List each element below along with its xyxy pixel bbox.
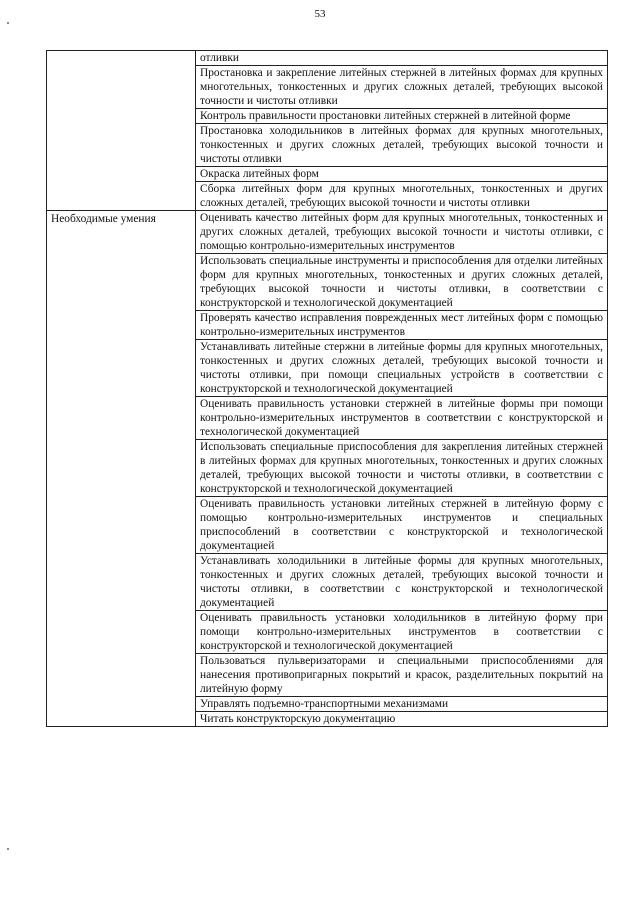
requirement-item: Контроль правильности простановки литейных стержней в литейной форме — [196, 109, 608, 124]
requirement-item: Использовать специальные инструменты и приспособления для отделки литейных форм для крупных многотельных, тонкостенных и других сложных деталей, требующих высокой точности и чистоты отливки, в соответствии с конструкторской и технологической документацией — [196, 254, 608, 311]
requirement-item: Использовать специальные приспособления для закрепления литейных стержней в литейных формах для крупных многотельных, тонкостенных и других сложных деталей, требующих высокой точности и чистоты отливки, в соответствии с конструкторской и технологической документацией — [196, 440, 608, 497]
section-label — [47, 51, 196, 211]
requirement-item: Проверять качество исправления поврежденных мест литейных форм с помощью контрольно-измерительных инструментов — [196, 311, 608, 340]
requirement-item: Устанавливать литейные стержни в литейные формы для крупных многотельных, тонкостенных и других сложных деталей, требующих высокой точности и чистоты отливки, при помощи специальных устройств в соответствии с конструкторской и технологической документацией — [196, 340, 608, 397]
table-body — [47, 51, 608, 727]
requirement-item: Оценивать правильность установки литейных стержней в литейную форму с помощью контрольно-измерительных инструментов и специальных приспособлений в соответствии с конструкторской и технологической документацией — [196, 497, 608, 554]
requirement-item: Управлять подъемно-транспортными механизмами — [196, 697, 608, 712]
page-number: 53 — [314, 8, 326, 20]
requirement-item: Простановка холодильников в литейных формах для крупных многотельных, тонкостенных и других сложных деталей, требующих высокой точности и чистоты отливки — [196, 124, 608, 167]
scan-mark — [7, 848, 9, 850]
requirement-item: отливки — [196, 51, 608, 66]
requirement-item: Устанавливать холодильники в литейные формы для крупных многотельных, тонкостенных и других сложных деталей, требующих высокой точности и чистоты отливки, в соответствии с конструкторской и технологической документацией — [196, 554, 608, 611]
scan-mark — [7, 22, 9, 24]
table-row — [47, 51, 608, 66]
requirement-item: Простановка и закрепление литейных стержней в литейных формах для крупных многотельных, тонкостенных и других сложных деталей, требующих высокой точности и чистоты отливки — [196, 66, 608, 109]
table-row — [47, 211, 608, 254]
requirement-item: Сборка литейных форм для крупных многотельных, тонкостенных и других сложных деталей, требующих высокой точности и чистоты отливки — [196, 182, 608, 211]
requirement-item: Оценивать качество литейных форм для крупных многотельных, тонкостенных и других сложных деталей, требующих высокой точности и чистоты отливки, с помощью контрольно-измерительных инструментов — [196, 211, 608, 254]
requirement-item: Оценивать правильность установки холодильников в литейную форму при помощи контрольно-измерительных инструментов в соответствии с конструкторской и технологической документацией — [196, 611, 608, 654]
requirements-table — [46, 50, 608, 727]
requirement-item: Окраска литейных форм — [196, 167, 608, 182]
requirement-item: Оценивать правильность установки стержней в литейные формы при помощи контрольно-измерительных инструментов в соответствии с конструкторской и технологической документацией — [196, 397, 608, 440]
section-label: Необходимые умения — [47, 211, 196, 727]
requirement-item: Читать конструкторскую документацию — [196, 712, 608, 727]
requirement-item: Пользоваться пульверизаторами и специальными приспособлениями для нанесения противопригарных покрытий и красок, разделительных покрытий на литейную форму — [196, 654, 608, 697]
